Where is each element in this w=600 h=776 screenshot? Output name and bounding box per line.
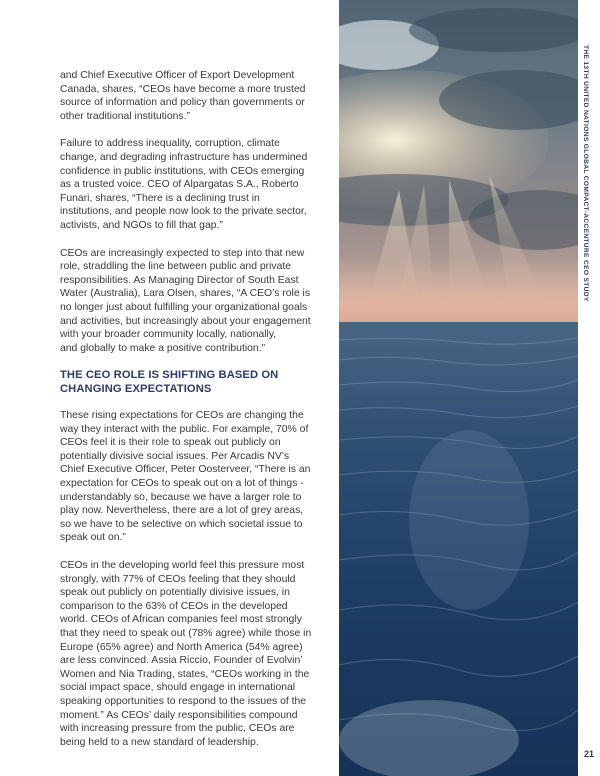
- paragraph: CEOs are increasingly expected to step into that new role, straddling the line between public and private responsibilities. As Managing Director of South East Water (Australia), Lara Olsen, shares, “A CEO’s role is no longer just about fulfilling your organizational goals and activities, but increasingly about your engagement with your broader community locally, nationally,: [60, 247, 311, 341]
- paragraph: and Chief Executive Officer of Export Development Canada, shares, “CEOs have become a more trusted source of information and policy than governments or other traditional institutions.”: [60, 70, 306, 122]
- paragraph: These rising expectations for CEOs are changing the way they interact with the public. For example, 70% of CEOs feel it is their role to speak out publicly on potentially divisive social issues. Per Arcadis NV’s Chief Executive Officer, Peter Oosterveer, “There is an expectation for CEOs to speak out on a lot of things - understandably so, because we have a larger role to play now. Nevertheless, there are a lot of grey areas, so we have to be selective on which societal issue to speak out on.”: [60, 410, 311, 544]
- paragraph: Failure to address inequality, corruption, climate change, and degrading infrastructure has undermined confidence in public institutions, with CEOs emerging as a trusted voice. CEO of Alpargatas S.A., Roberto Funari, shares, “There is a declining trust in institutions, and people now look to the private sector, activists, and NGOs to fill that gap.”: [60, 138, 308, 231]
- paragraph: CEOs in the developing world feel this pressure most strongly, with 77% of CEOs feeling that they should speak out publicly on potentially divisive issues, in comparison to the 63% of CEOs in the developed world. CEOs of African companies feel most strongly that they need to speak out (78% agree) while those in Europe (65% agree) and North America (54% agree) are less convinced. Assia Riccio, Founder of Evolvin’ Women and Nia Trading, states, “CEOs working in the social impact space, should engage in international speaking opportunities to respond to the issues of the moment.” As CEOs’ daily responsibilities compound with increasing pressure from the public, CEOs are being held to a new standard of leadership.: [60, 560, 312, 748]
- ocean-sky-photo: [339, 0, 578, 776]
- running-title: THE 13TH UNITED NATIONS GLOBAL COMPACT-ACCENTURE CEO STUDY: [582, 45, 589, 302]
- section-heading: THE CEO ROLE IS SHIFTING BASED ON CHANGING EXPECTATIONS: [60, 369, 279, 395]
- body-text-column: [60, 69, 312, 763]
- page-number: 21: [583, 749, 594, 759]
- paragraph: and globally to make a positive contribution.”: [60, 342, 266, 354]
